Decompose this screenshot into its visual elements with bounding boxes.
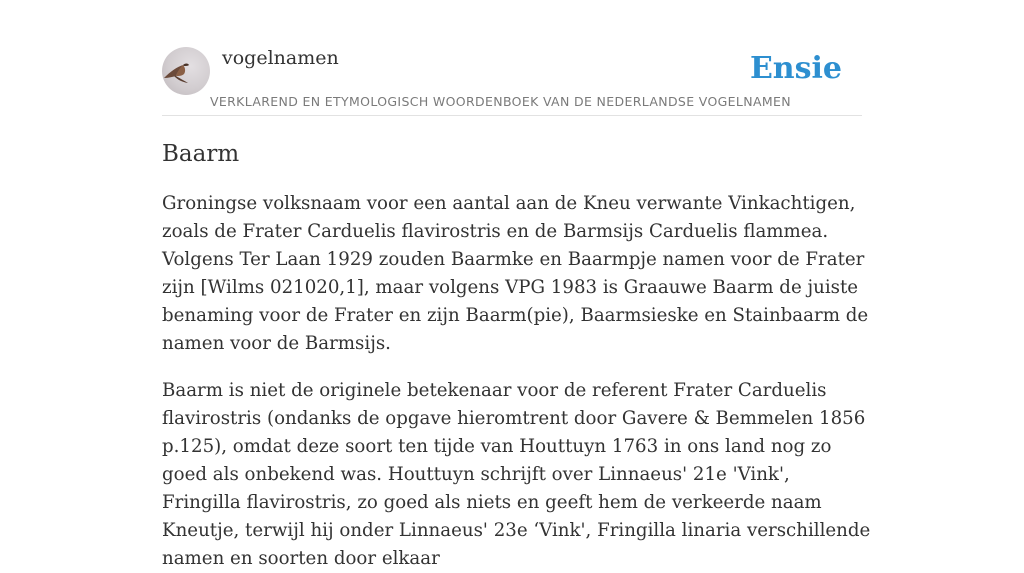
bird-photo-icon bbox=[162, 47, 210, 95]
article-title: Baarm bbox=[162, 141, 240, 167]
site-name[interactable]: vogelnamen bbox=[222, 47, 339, 69]
site-header bbox=[162, 44, 862, 116]
avatar[interactable] bbox=[162, 47, 210, 95]
ensie-logo-link[interactable]: Ensie bbox=[749, 51, 842, 86]
article-paragraph: Baarm is niet de originele betekenaar voor de referent Frater Carduelis flavirostris (ondanks de opgave hieromtrent door Gavere & Bemmelen 1856 p.125), omdat deze soort ten tijde van Houttuyn 1763 in ons land nog zo goed als onbekend was. Houttuyn schrijft over Linnaeus' 21e 'Vink', Fringilla flavirostris, zo goed als niets en geeft hem de verkeerde naam Kneutje, terwijl hij onder Linnaeus' 23e ‘Vink', Fringilla linaria verschillende namen en soorten door elkaar bbox=[162, 380, 871, 569]
header-divider bbox=[162, 115, 862, 116]
article bbox=[162, 138, 872, 573]
article-paragraph: Groningse volksnaam voor een aantal aan de Kneu verwante Vinkachtigen, zoals de Frater Carduelis flavirostris en de Barmsijs Carduelis flammea. Volgens Ter Laan 1929 zouden Baarmke en Baarmpje namen voor de Frater zijn [Wilms 021020,1], maar volgens VPG 1983 is Graauwe Baarm de juiste benaming voor de Frater en zijn Baarm(pie), Baarmsieske en Stainbaarm de namen voor de Barmsijs. bbox=[162, 193, 869, 354]
site-tagline: VERKLAREND EN ETYMOLOGISCH WOORDENBOEK VAN DE NEDERLANDSE VOGELNAMEN bbox=[210, 94, 791, 109]
